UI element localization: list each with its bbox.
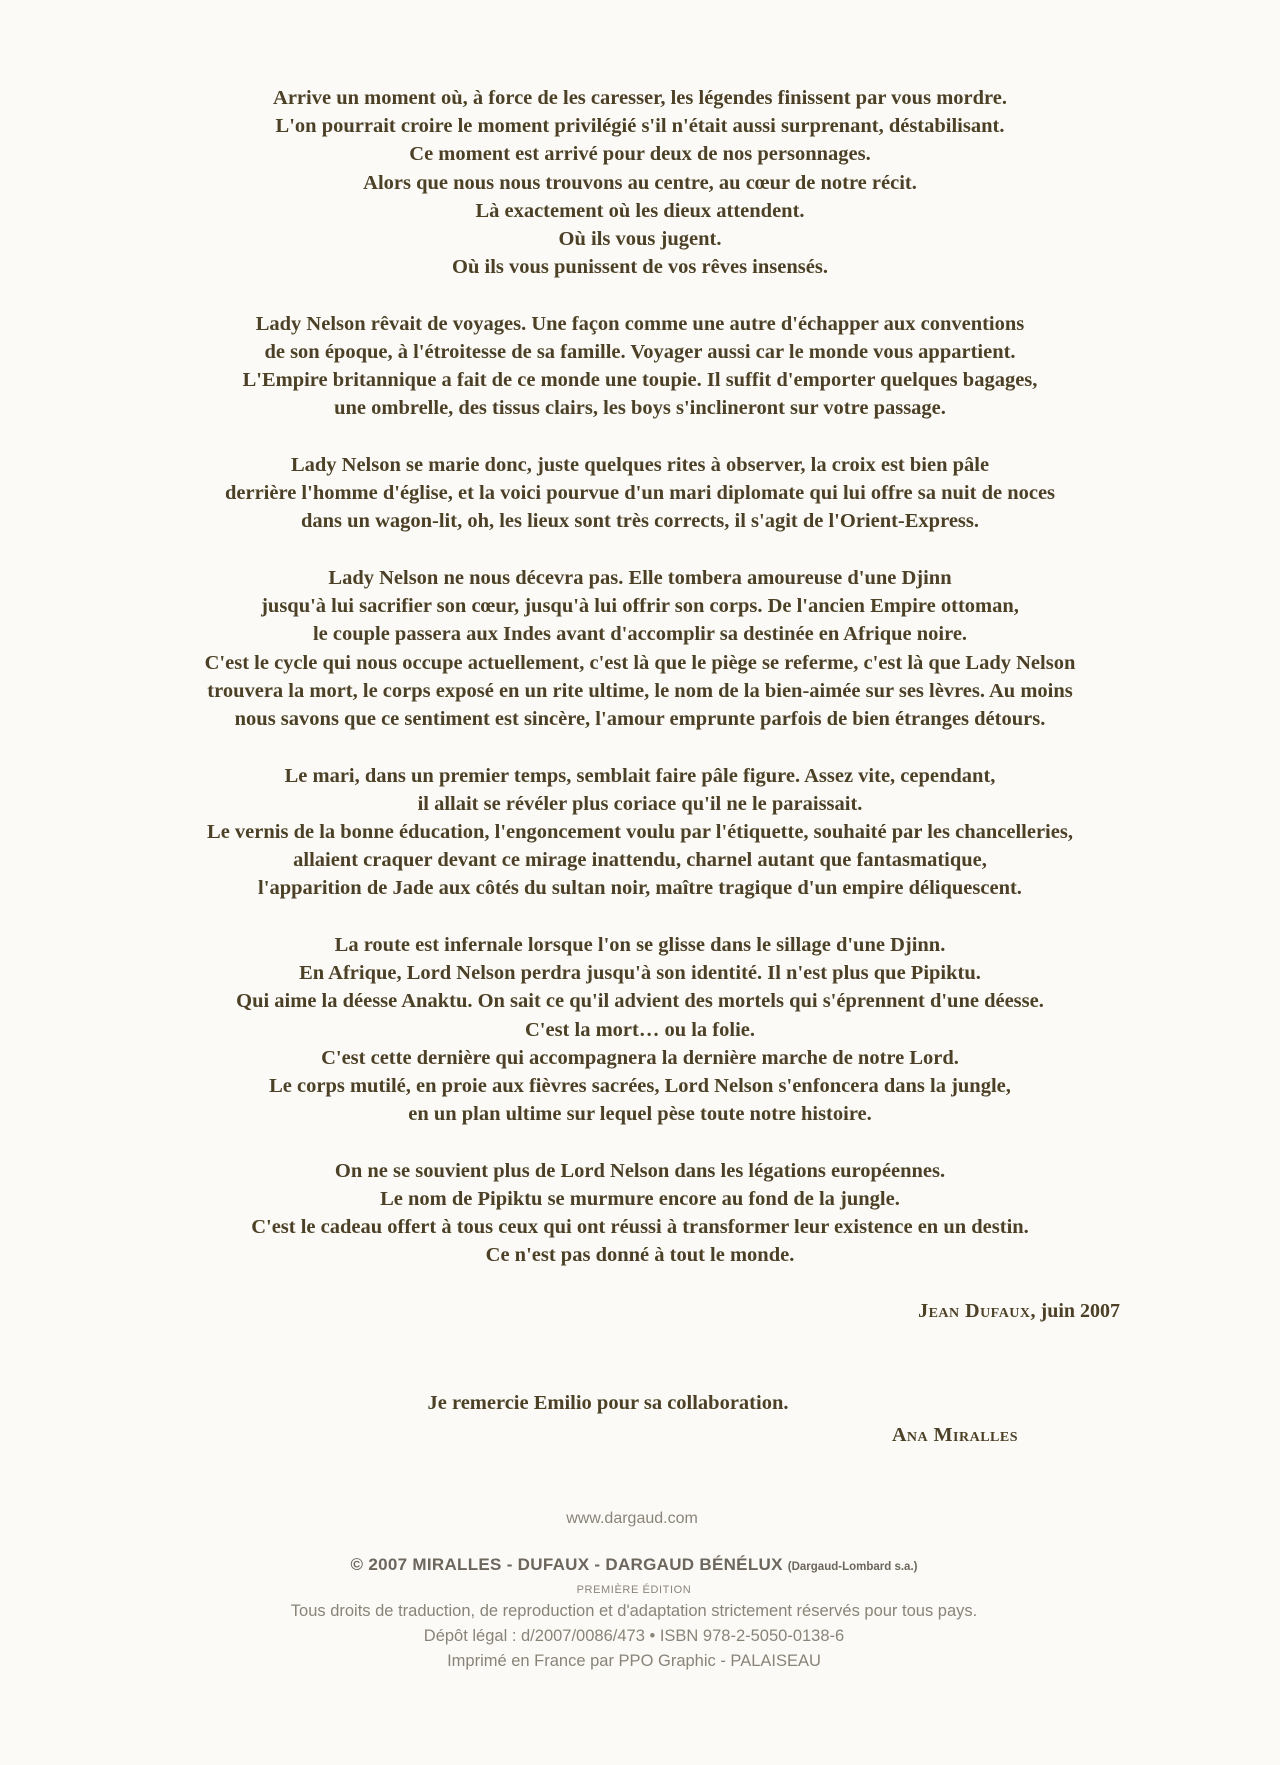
legal-deposit: Dépôt légal : d/2007/0086/473 • ISBN 978-2-5050-0138-6 [423,1627,845,1645]
paragraph [0,564,1280,733]
publisher-website: www.dargaud.com [566,1510,698,1527]
text-line: derrière l'homme d'église, et la voici pourvue d'un mari diplomate qui lui offre sa nuit de noces [224,482,1056,505]
text-line: Lady Nelson se marie donc, juste quelques rites à observer, la croix est bien pâle [290,454,990,477]
text-line: nous savons que ce sentiment est sincère, l'amour emprunte parfois de bien étranges détours. [234,708,1046,731]
paragraph [0,1157,1280,1270]
text-line: dans un wagon-lit, oh, les lieux sont très corrects, il s'agit de l'Orient-Express. [300,510,979,533]
text-line: L'on pourrait croire le moment privilégié s'il n'était aussi surprenant, déstabilisant. [275,115,1005,138]
text-line: Lady Nelson rêvait de voyages. Une façon comme une autre d'échapper aux conventions [255,312,1025,335]
text-line: C'est cette dernière qui accompagnera la dernière marche de notre Lord. [321,1046,959,1069]
text-line: Là exactement où les dieux attendent. [475,199,805,222]
printer-notice: Imprimé en France par PPO Graphic - PALAISEAU [447,1652,821,1670]
text-line: Qui aime la déesse Anaktu. On sait ce qu'il advient des mortels qui s'éprennent d'une déesse. [236,990,1044,1013]
text-line: allaient craquer devant ce mirage inattendu, charnel autant que fantasmatique, [293,849,987,872]
text-line: l'apparition de Jade aux côtés du sultan noir, maître tragique d'un empire déliquescent. [258,877,1022,900]
text-line: L'Empire britannique a fait de ce monde une toupie. Il suffit d'emporter quelques bagages, [242,369,1038,392]
text-line: On ne se souvient plus de Lord Nelson dans les légations européennes. [334,1159,946,1182]
text-line: Alors que nous nous trouvons au centre, au cœur de notre récit. [363,171,917,194]
text-line: Lady Nelson ne nous décevra pas. Elle tombera amoureuse d'une Djinn [328,567,952,590]
text-line: Le vernis de la bonne éducation, l'engoncement voulu par l'étiquette, souhaité par les chancelleries, [207,821,1073,844]
text-line: Où ils vous punissent de vos rêves insensés. [452,256,828,279]
text-line: Le mari, dans un premier temps, semblait faire pâle figure. Assez vite, cependant, [284,764,996,787]
text-line: trouvera la mort, le corps exposé en un rite ultime, le nom de la bien-aimée sur ses lèvres. Au moins [207,679,1073,702]
signature-author: Jean Dufaux [918,1300,1031,1322]
text-line: Ce moment est arrivé pour deux de nos personnages. [409,143,871,166]
paragraph [0,931,1280,1128]
text-line: Où ils vous jugent. [558,228,722,251]
text-line: il allait se révéler plus coriace qu'il ne le paraissait. [417,792,863,815]
signature-illustrator: Ana Miralles [891,1424,1018,1446]
copyright-text: © 2007 MIRALLES - DUFAUX - DARGAUD BÉNÉLUX [350,1555,783,1574]
rights-notice: Tous droits de traduction, de reproduction et d'adaptation strictement réservés pour tous pays. [290,1602,978,1620]
text-line: Ce n'est pas donné à tout le monde. [485,1244,795,1267]
text-line: C'est la mort… ou la folie. [524,1018,755,1041]
text-line: C'est le cadeau offert à tous ceux qui ont réussi à transformer leur existence en un destin. [251,1216,1029,1239]
signature-date: , juin 2007 [1030,1300,1120,1322]
paragraph [0,762,1280,903]
text-line: En Afrique, Lord Nelson perdra jusqu'à son identité. Il n'est plus que Pipiktu. [299,962,981,985]
paragraph [0,84,1280,281]
text-line: Arrive un moment où, à force de les caresser, les légendes finissent par vous mordre. [273,87,1007,109]
illustrator-signature [0,1424,1018,1447]
text-line: C'est le cycle qui nous occupe actuellement, c'est là que le piège se referme, c'est là que Lady Nelson [204,651,1076,674]
copyright-line [0,1555,1274,1575]
copyright-company: (Dargaud-Lombard s.a.) [787,1561,918,1573]
text-line: le couple passera aux Indes avant d'accomplir sa destinée en Afrique noire. [312,623,968,646]
edition-label: PREMIÈRE ÉDITION [576,1584,692,1596]
paragraph [0,310,1280,423]
text-line: Le corps mutilé, en proie aux fièvres sacrées, Lord Nelson s'enfoncera dans la jungle, [269,1075,1011,1098]
preface-text [0,84,1280,1298]
author-signature [0,1300,1120,1323]
paragraph [0,451,1280,536]
text-line: de son époque, à l'étroitesse de sa famille. Voyager aussi car le monde vous appartient. [264,341,1016,364]
text-line: La route est infernale lorsque l'on se glisse dans le sillage d'une Djinn. [334,934,946,957]
text-line: en un plan ultime sur lequel pèse toute notre histoire. [408,1103,872,1126]
text-line: une ombrelle, des tissus clairs, les boys s'inclineront sur votre passage. [334,397,946,420]
text-line: jusqu'à lui sacrifier son cœur, jusqu'à lui offrir son corps. De l'ancien Empire ottoman, [261,595,1019,618]
text-line: Le nom de Pipiktu se murmure encore au fond de la jungle. [380,1188,900,1211]
acknowledgement: Je remercie Emilio pour sa collaboration. [427,1392,789,1414]
